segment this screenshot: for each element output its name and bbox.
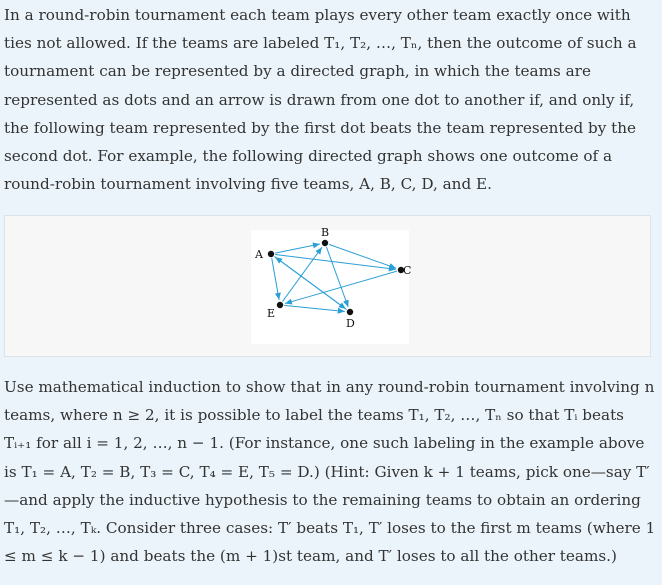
node-a — [268, 251, 274, 257]
edge-b-to-d — [326, 247, 348, 307]
node-label-a: A — [255, 248, 263, 261]
edge-e-to-d — [284, 305, 345, 311]
problem-intro-paragraph: In a round-robin tournament each team plays every other team exactly once with ties not allowed. If the teams are labeled T₁, T₂, …, Tₙ, then the outcome of such a tournament can be represented by a directed graph, in which the teams are represented as dots and an arrow is drawn from one dot to another if, and only if, the following team represented by the first dot beats the team represented by the second dot. For example, the following directed graph shows one outcome of a round-robin tournament involving five teams, A, B, C, D, and E. — [4, 6, 637, 194]
edge-a-to-b — [275, 244, 320, 253]
node-b — [322, 240, 328, 246]
tournament-graph-figure — [251, 226, 412, 344]
edge-d-to-a — [275, 257, 346, 309]
node-label-e: E — [267, 307, 276, 320]
node-d — [347, 309, 353, 315]
edge-b-to-c — [329, 244, 396, 268]
problem-task-paragraph: Use mathematical induction to show that in any round-robin tournament involving n teams, where n ≥ 2, it is possible to label the teams T₁, T₂, …, Tₙ so that Tᵢ beats Tᵢ₊₁ for all i = 1, 2, …, n − 1. (For instance, one such labeling in the example above is T₁ = A, T₂ = B, T₃ = C, T₄ = E, T₅ = D.) (Hint: Given k + 1 teams, pick one—say T′—and apply the inductive hypothesis to the remaining teams to obtain an ordering T₁, T₂, …, Tₖ. Consider three cases: T′ beats T₁, T′ loses to the first m teams (where 1 ≤ m ≤ k − 1) and beats the (m + 1)st team, and T′ loses to all the other teams.) — [4, 378, 656, 566]
node-label-b: B — [321, 226, 330, 239]
node-label-c: C — [403, 264, 412, 277]
node-e — [277, 302, 283, 308]
node-label-d: D — [346, 317, 355, 330]
edge-a-to-e — [272, 258, 279, 300]
figure-panel — [4, 215, 651, 357]
edge-e-to-b — [282, 247, 321, 301]
tournament-directed-graph — [251, 226, 412, 344]
